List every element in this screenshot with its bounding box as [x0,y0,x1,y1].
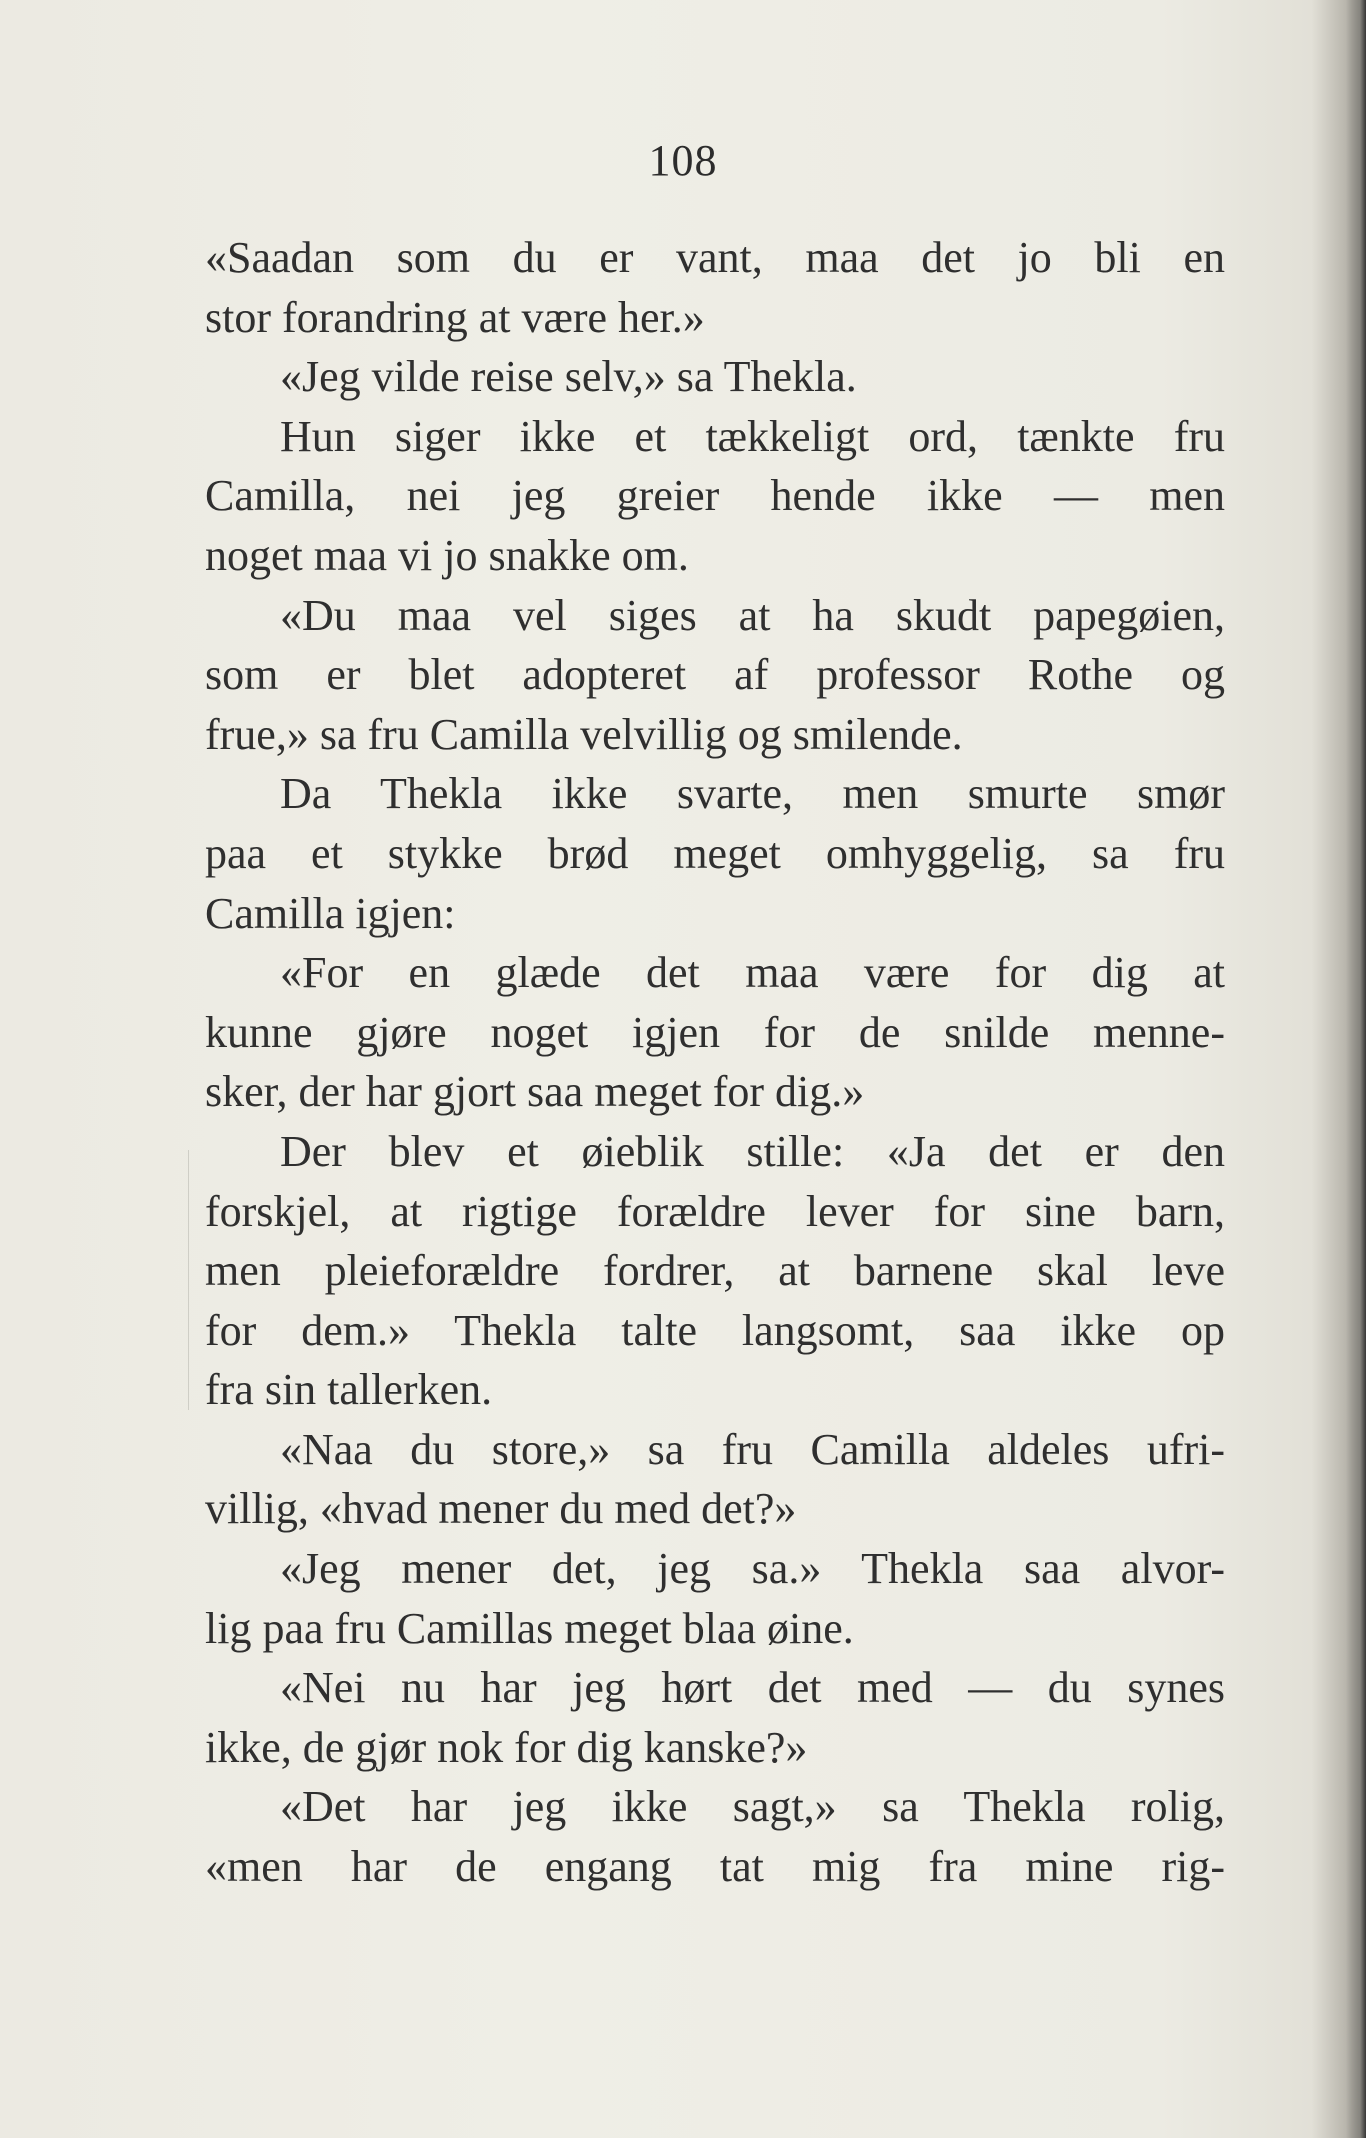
margin-mark [188,1150,193,1410]
text-line: fra sin tallerken. [205,1365,493,1415]
text-line: Da Thekla ikke svarte, men smurte smør [280,769,1225,819]
text-line: Der blev et øieblik stille: «Ja det er den [280,1126,1225,1176]
text-line: forskjel, at rigtige forældre lever for sine barn, [205,1186,1225,1236]
text-line: paa et stykke brød meget omhyggelig, sa fru [205,828,1225,878]
text-line: «men har de engang tat mig fra mine rig- [205,1842,1225,1892]
text-line: «Nei nu har jeg hørt det med — du synes [280,1663,1225,1713]
text-line: sker, der har gjort saa meget for dig.» [205,1067,865,1117]
text-line: Hun siger ikke et tækkeligt ord, tænkte fru [280,411,1225,461]
page-edge-shadow [1346,0,1366,2138]
text-line: stor forandring at være her.» [205,292,705,342]
text-line: «Du maa vel siges at ha skudt papegøien, [280,590,1225,640]
text-line: for dem.» Thekla talte langsomt, saa ikke op [205,1305,1225,1355]
text-line: som er blet adopteret af professor Rothe og [205,650,1225,700]
text-line: Camilla igjen: [205,888,456,938]
text-line: men pleieforældre fordrer, at barnene skal leve [205,1246,1225,1296]
body-text [205,228,1225,1897]
text-line: «Det har jeg ikke sagt,» sa Thekla rolig, [280,1782,1225,1832]
text-line: «For en glæde det maa være for dig at [280,948,1225,998]
text-line: «Saadan som du er vant, maa det jo bli en [205,233,1225,282]
text-line: Camilla, nei jeg greier hende ikke — men [205,471,1225,521]
text-line: «Jeg vilde reise selv,» sa Thekla. [280,352,857,402]
text-line: «Jeg mener det, jeg sa.» Thekla saa alvor- [280,1544,1225,1594]
text-line: villig, «hvad mener du med det?» [205,1484,797,1534]
text-line: kunne gjøre noget igjen for de snilde menne- [205,1007,1225,1057]
text-line: lig paa fru Camillas meget blaa øine. [205,1603,854,1653]
text-line: frue,» sa fru Camilla velvillig og smilende. [205,709,963,759]
text-line: noget maa vi jo snakke om. [205,530,689,580]
text-line: ikke, de gjør nok for dig kanske?» [205,1722,808,1772]
page-number: 108 [648,136,718,185]
text-line: «Naa du store,» sa fru Camilla aldeles ufri- [280,1424,1225,1474]
